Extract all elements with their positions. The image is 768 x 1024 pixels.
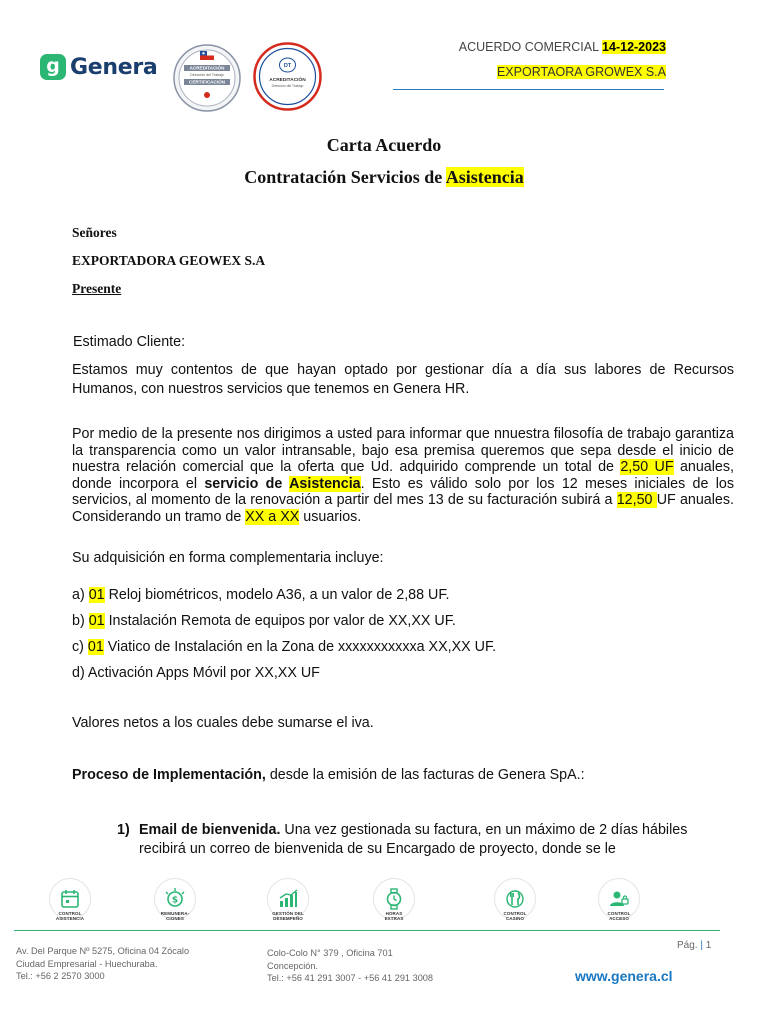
footer-service-control-asistencia: CONTROL ASISTENCIA: [43, 878, 97, 921]
letter-subtitle: Contratación Servicios de Asistencia: [244, 167, 524, 187]
svg-text:$: $: [171, 895, 179, 906]
letter-title: Carta Acuerdo: [326, 135, 442, 155]
seal-2-line-3: Dirección del Trabajo: [271, 84, 304, 88]
agreement-date: 14-12-2023: [602, 40, 666, 54]
list-item: b) 01 Instalación Remota de equipos por valor de XX,XX UF.: [72, 613, 456, 629]
list-item: c) 01 Viatico de Instalación en la Zona de xxxxxxxxxxxa XX,XX UF.: [72, 639, 497, 655]
seal-1-line-3: CERTIFICACIÓN: [189, 79, 225, 85]
website-link[interactable]: www.genera.cl: [575, 968, 673, 984]
agreement-label: ACUERDO COMERCIAL: [458, 40, 603, 54]
footer-service-gestion-desempeno: GESTIÓN DEL DESEMPEÑO: [261, 878, 315, 921]
process-heading: Proceso de Implementación, desde la emisión de las facturas de Genera SpA.:: [72, 767, 585, 783]
step-number: 1): [117, 822, 130, 838]
presente-label: Presente: [72, 281, 122, 296]
genera-logo-text: Genera: [70, 54, 158, 80]
footer-service-remuneraciones: $ REMUNERA- CIONES: [148, 878, 202, 921]
genera-logo-mark: g: [40, 54, 66, 80]
offer-paragraph: Por medio de la presente nos dirigimos a usted para informar que nnuestra filosofía de trabajo garantiza la transparencia como un valor intransable, bajo esa premisa queremos que sepa desde el inicio de nuestra relación comercial que la oferta que Ud. adquirido comprende un total de 2,50 UF anuales, donde incorpora el servicio de Asistencia. Esto es válido solo por los 12 meses iniciales de los servicios, al momento de la renovación a partir del mes 13 de su facturación subirá a 12,50 UF anuales. Considerando un tramo de XX a XX usuarios.: [72, 426, 735, 525]
salutation: Señores: [72, 225, 117, 240]
cutlery-icon: [503, 887, 527, 911]
footer-address-concepcion: Colo-Colo N° 379 , Oficina 701 Concepción. Tel.: +56 41 291 3007 - +56 41 291 3008: [267, 948, 434, 983]
footer-service-control-casino: CONTROL CASINO: [488, 878, 542, 921]
footer-service-control-acceso: CONTROL ACCESO: [592, 878, 646, 921]
accreditation-seal-1: [172, 41, 242, 115]
user-range: XX a XX: [245, 508, 300, 525]
genera-logo: [40, 54, 157, 80]
footer-divider: [14, 930, 720, 931]
offer-service: Asistencia: [289, 475, 361, 492]
addressee: EXPORTADORA GEOWEX S.A: [72, 253, 266, 268]
footer-address-santiago: Av. Del Parque Nº 5275, Oficina 04 Zócalo Ciudad Empresarial - Huechuraba. Tel.: +56 2 2570 3000: [16, 946, 190, 981]
seal-1-line-2: Dirección del Trabajo: [190, 73, 224, 77]
greeting: Estimado Cliente:: [73, 334, 186, 350]
accreditation-seal-2: [252, 41, 323, 112]
agreement-line: [459, 40, 666, 54]
watch-icon: [382, 887, 406, 911]
renewal-amount: 12,50: [616, 492, 657, 508]
subtitle-highlight: Asistencia: [445, 167, 524, 187]
seal-1-line-1: ACREDITACIÓN: [189, 65, 225, 71]
iva-note: Valores netos a los cuales debe sumarse el iva.: [72, 715, 374, 731]
header-divider: [393, 89, 664, 90]
user-access-icon: [607, 887, 631, 911]
step-text: Email de bienvenida. Una vez gestionada su factura, en un máximo de 2 días hábiles recibirá un correo de bienvenida de su Encargado de proyecto, donde se le: [139, 822, 688, 857]
agreement-company: EXPORTAORA GROWEX S.A: [496, 65, 666, 79]
offer-amount: 2,50 UF: [620, 459, 674, 475]
agreement-header: [459, 40, 666, 79]
seal-2-line-2: ACREDITACIÓN: [269, 78, 306, 83]
calendar-icon: [58, 887, 82, 911]
seal-2-line-1: DT: [283, 63, 292, 69]
footer-service-horas-extras: HORAS EXTRAS: [367, 878, 421, 921]
bar-chart-icon: [276, 887, 300, 911]
page-number: Pág. | 1: [677, 940, 712, 951]
list-item: a) 01 Reloj biométricos, modelo A36, a un valor de 2,88 UF.: [72, 587, 450, 603]
list-item: d) Activación Apps Móvil por XX,XX UF: [72, 665, 320, 681]
includes-intro: Su adquisición en forma complementaria incluye:: [72, 550, 384, 566]
money-icon: [163, 887, 187, 911]
intro-paragraph: Estamos muy contentos de que hayan optado por gestionar día a día sus labores de Recursos Humanos, con nuestros servicios que tenemos en Genera HR.: [72, 362, 734, 397]
